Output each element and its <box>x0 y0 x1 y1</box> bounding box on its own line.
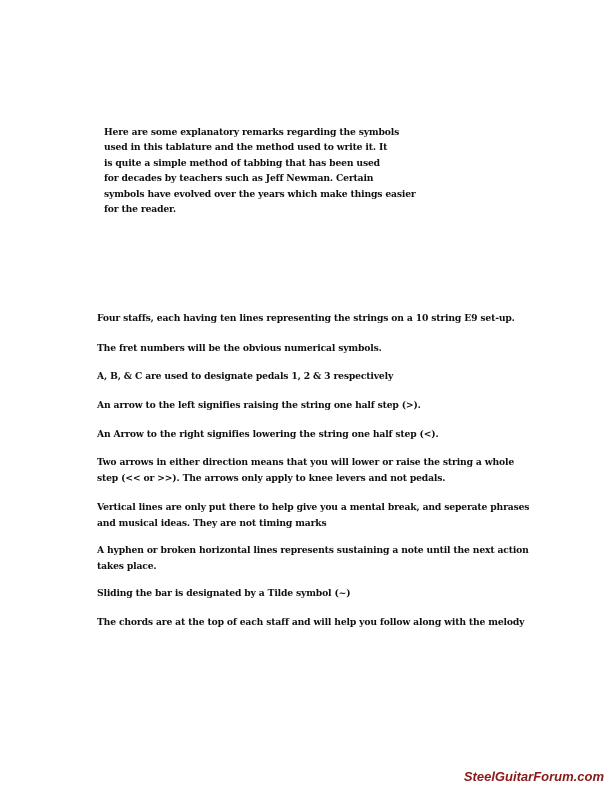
symbol-note-hyphen <box>97 543 537 574</box>
note-line: A hyphen or broken horizontal lines represents sustaining a note until the next action <box>97 545 529 556</box>
note-line: A, B, & C are used to designate pedals 1, 2 & 3 respectively <box>97 371 394 382</box>
intro-line: used in this tablature and the method used to write it. It <box>104 142 388 154</box>
note-line: and musical ideas. They are not timing marks <box>97 517 327 529</box>
intro-paragraph <box>104 125 416 217</box>
intro-line: Here are some explanatory remarks regarding the symbols <box>104 127 400 138</box>
note-line: Vertical lines are only put there to help give you a mental break, and seperate phrases <box>97 502 530 513</box>
note-line: step (<< or >>). The arrows only apply to knee levers and not pedals. <box>97 472 446 484</box>
symbol-note-staffs <box>97 311 537 327</box>
symbol-note-arrow-left <box>97 398 537 414</box>
symbol-note-chords <box>97 615 537 631</box>
note-line: An Arrow to the right signifies lowering the string one half step (<). <box>97 429 439 440</box>
note-line: Two arrows in either direction means that you will lower or raise the string a whole <box>97 457 515 468</box>
intro-line: is quite a simple method of tabbing that has been used <box>104 157 380 169</box>
note-line: Sliding the bar is designated by a Tilde symbol (~) <box>97 588 351 599</box>
note-line: The fret numbers will be the obvious numerical symbols. <box>97 343 382 354</box>
site-watermark: SteelGuitarForum.com <box>463 769 604 784</box>
note-line: Four staffs, each having ten lines representing the strings on a 10 string E9 set-up. <box>97 313 515 324</box>
symbol-note-vertical-lines <box>97 500 537 531</box>
note-line: The chords are at the top of each staff and will help you follow along with the melody <box>97 617 525 628</box>
intro-line: for decades by teachers such as Jeff Newman. Certain <box>104 173 374 185</box>
symbol-note-tilde <box>97 586 537 602</box>
symbol-note-fret-numbers <box>97 341 537 357</box>
intro-line: symbols have evolved over the years which make things easier <box>104 188 416 200</box>
note-line: An arrow to the left signifies raising the string one half step (>). <box>97 400 421 411</box>
symbol-note-pedals <box>97 369 537 385</box>
note-line: takes place. <box>97 560 157 572</box>
symbol-note-two-arrows <box>97 455 537 486</box>
symbol-note-arrow-right <box>97 427 537 443</box>
intro-line: for the reader. <box>104 204 176 216</box>
